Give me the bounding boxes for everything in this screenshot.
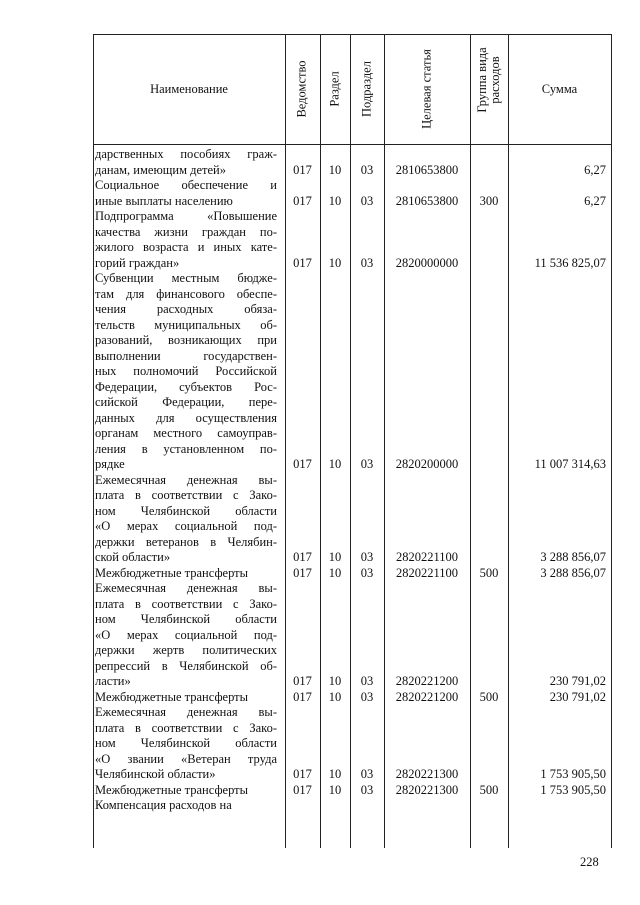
col-border <box>384 34 385 848</box>
col-border <box>470 34 471 848</box>
cell-vedomstvo: 017 <box>293 767 312 781</box>
cell-sum: 230 791,02 <box>549 674 606 688</box>
cell-razdel: 10 <box>328 674 342 688</box>
cell-target: 2810653800 <box>395 162 459 177</box>
cell-target: 2810653800 <box>395 193 459 208</box>
cell-podrazdel: 03 <box>360 674 374 688</box>
header-name: Наименование <box>150 82 228 96</box>
cell-name-line: данных для осуществления <box>95 410 277 425</box>
cell-sum: 3 288 856,07 <box>540 565 606 580</box>
cell-name-line: разований, возникающих при <box>95 333 277 347</box>
cell-name-line: ном Челябинской области <box>95 612 277 626</box>
cell-name-line: рядке <box>95 457 125 471</box>
cell-target: 2820221300 <box>395 782 459 797</box>
cell-podrazdel: 03 <box>360 782 374 797</box>
cell-target: 2820200000 <box>395 457 459 471</box>
cell-sum: 6,27 <box>584 162 606 177</box>
header-sum: Сумма <box>541 82 578 96</box>
cell-vedomstvo: 017 <box>293 255 312 270</box>
cell-name-line: данам, имеющим детей» <box>95 162 226 177</box>
cell-name-line: Субвенции местным бюдже- <box>95 271 277 285</box>
col-border <box>508 34 509 848</box>
table-top-border <box>93 34 611 35</box>
cell-name-line: Челябинской области» <box>95 767 216 781</box>
cell-razdel: 10 <box>328 255 342 270</box>
cell-name-line: Ежемесячная денежная вы- <box>95 705 277 719</box>
cell-sum: 11 007 314,63 <box>534 457 606 471</box>
cell-name-line: плата в соответствии с Зако- <box>95 596 277 611</box>
cell-name-line: ласти» <box>95 674 131 688</box>
col-border <box>350 34 351 848</box>
header-group-line2: расходов <box>488 56 502 104</box>
cell-target: 2820221200 <box>395 689 459 704</box>
cell-name-line: плата в соответствии с Зако- <box>95 488 277 502</box>
header-target: Целевая статья <box>419 49 434 129</box>
cell-name-line: дарственных пособиях граж- <box>95 147 277 161</box>
cell-name-line: держки ветеранов в Челябин- <box>95 534 277 549</box>
cell-name-line: качества жизни граждан по- <box>95 224 277 239</box>
header-vedomstvo: Ведомство <box>294 60 309 118</box>
cell-podrazdel: 03 <box>360 550 374 564</box>
cell-razdel: 10 <box>328 162 342 177</box>
cell-podrazdel: 03 <box>360 193 374 208</box>
header-razdel: Раздел <box>327 71 342 107</box>
cell-name-line: горий граждан» <box>95 255 180 270</box>
cell-name-line: ном Челябинской области <box>95 736 277 750</box>
cell-podrazdel: 03 <box>360 457 374 471</box>
cell-sum: 230 791,02 <box>549 689 606 704</box>
cell-razdel: 10 <box>328 457 342 471</box>
cell-name-line: Ежемесячная денежная вы- <box>95 581 277 595</box>
cell-name-line: «О мерах социальной под- <box>95 519 277 533</box>
cell-name-line: Компенсация расходов на <box>95 798 232 812</box>
cell-name-line: ской области» <box>95 550 171 564</box>
cell-name-line: Ежемесячная денежная вы- <box>95 472 277 487</box>
cell-podrazdel: 03 <box>360 162 374 177</box>
cell-name-line: жилого возраста и иных кате- <box>95 240 277 254</box>
cell-name-line: иные выплаты населению <box>95 193 233 208</box>
cell-vedomstvo: 017 <box>293 674 312 688</box>
cell-name-line: Межбюджетные трансферты <box>95 782 249 797</box>
header-podrazdel: Подраздел <box>359 61 374 117</box>
cell-sum: 1 753 905,50 <box>540 767 606 781</box>
cell-name-line: плата в соответствии с Зако- <box>95 720 277 735</box>
cell-target: 2820221100 <box>395 565 459 580</box>
cell-sum: 3 288 856,07 <box>540 550 606 564</box>
page-number: 228 <box>580 855 599 869</box>
cell-name-line: «О мерах социальной под- <box>95 627 277 642</box>
cell-sum: 6,27 <box>584 193 606 208</box>
cell-vedomstvo: 017 <box>293 162 312 177</box>
header-group <box>476 47 502 112</box>
cell-name-line: Межбюджетные трансферты <box>95 565 249 580</box>
cell-name-line: органам местного самоуправ- <box>95 426 277 440</box>
cell-vedomstvo: 017 <box>293 689 312 704</box>
cell-name-line: репрессий в Челябинской об- <box>95 658 277 673</box>
cell-name-line: тельств муниципальных об- <box>95 317 277 332</box>
cell-name-line: выполнении государствен- <box>95 348 277 363</box>
cell-podrazdel: 03 <box>360 767 374 781</box>
cell-name-line: чения расходных обяза- <box>95 302 277 316</box>
cell-name-line: там для финансового обеспе- <box>95 286 277 301</box>
cell-razdel: 10 <box>328 550 342 564</box>
cell-name-line: Федерации, субъектов Рос- <box>95 379 277 394</box>
cell-name-line: Социальное обеспечение и <box>95 178 277 192</box>
cell-razdel: 10 <box>328 767 342 781</box>
cell-name-line: ления в установленном по- <box>95 441 277 456</box>
col-border <box>611 34 612 848</box>
cell-name-line: сийской Федерации, пере- <box>95 395 277 409</box>
cell-name-line: держки жертв политических <box>95 643 277 657</box>
cell-name-line: Подпрограмма «Повышение <box>95 209 277 223</box>
cell-sum: 11 536 825,07 <box>534 255 606 270</box>
cell-razdel: 10 <box>328 782 342 797</box>
cell-vedomstvo: 017 <box>293 782 312 797</box>
cell-vedomstvo: 017 <box>293 550 312 564</box>
cell-podrazdel: 03 <box>360 689 374 704</box>
cell-group: 300 <box>479 193 499 208</box>
col-border <box>93 34 94 848</box>
cell-name-line: Межбюджетные трансферты <box>95 689 249 704</box>
cell-group: 500 <box>479 782 499 797</box>
cell-group: 500 <box>479 689 499 704</box>
cell-sum: 1 753 905,50 <box>540 782 606 797</box>
cell-vedomstvo: 017 <box>293 565 312 580</box>
cell-razdel: 10 <box>328 689 342 704</box>
cell-razdel: 10 <box>328 193 342 208</box>
cell-razdel: 10 <box>328 565 342 580</box>
cell-target: 2820000000 <box>395 255 459 270</box>
col-border <box>285 34 286 848</box>
col-border <box>320 34 321 848</box>
table-header-bottom-border <box>93 144 611 145</box>
cell-name-line: ных полномочий Российской <box>95 364 277 378</box>
cell-name-line: «О звании «Ветеран труда <box>95 751 277 766</box>
cell-podrazdel: 03 <box>360 255 374 270</box>
cell-target: 2820221100 <box>395 550 459 564</box>
header-group-line1: Группа вида <box>475 47 489 113</box>
cell-vedomstvo: 017 <box>293 193 312 208</box>
cell-target: 2820221200 <box>395 674 459 688</box>
cell-podrazdel: 03 <box>360 565 374 580</box>
cell-vedomstvo: 017 <box>293 457 312 471</box>
cell-group: 500 <box>479 565 499 580</box>
cell-target: 2820221300 <box>395 767 459 781</box>
cell-name-line: ном Челябинской области <box>95 503 277 518</box>
